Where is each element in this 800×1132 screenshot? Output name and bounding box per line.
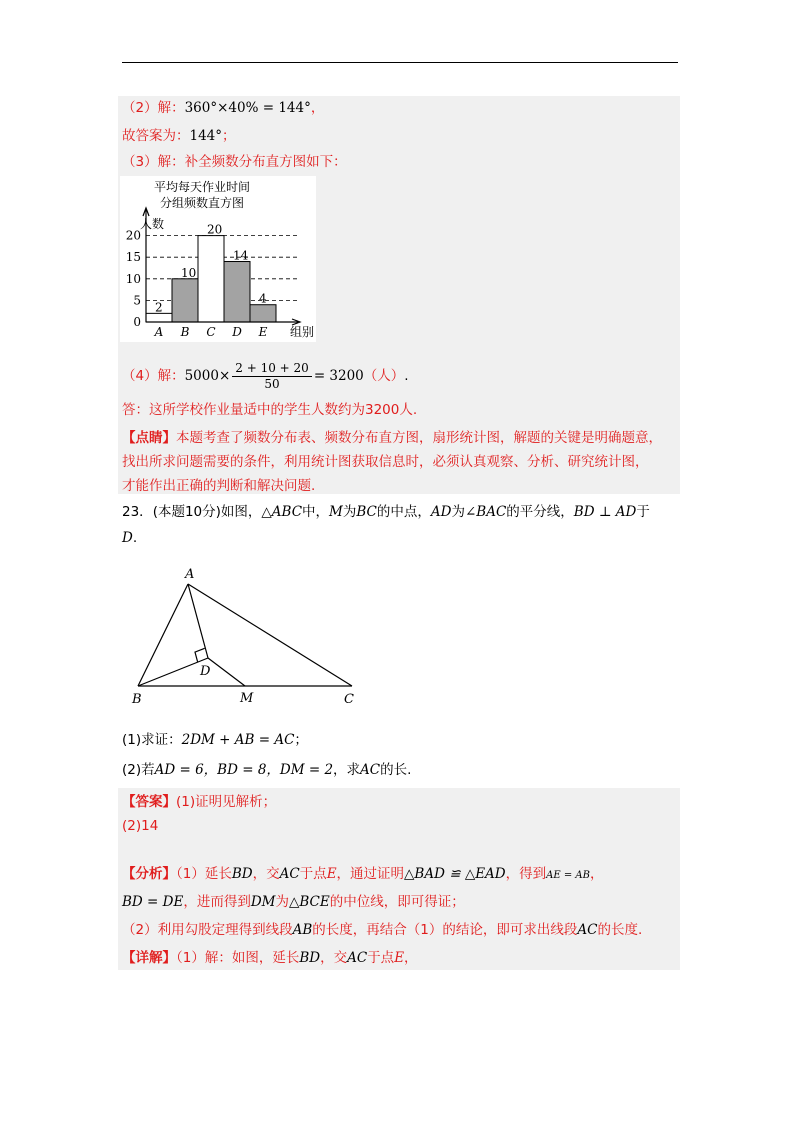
x-tick-C: C [206,325,216,339]
analysis-p2a: ，进而得到 [183,894,251,910]
detail-ac: AC [347,950,368,966]
part2-tail: ， [310,100,325,116]
sub2-mid: ，求 [333,762,361,778]
part2-answer-line [122,126,236,146]
bar-E [250,305,276,322]
fraction-denominator: 50 [264,376,280,391]
segment-dm [208,658,245,686]
part2-label: （2）解： [122,100,185,116]
analysis-ac: AC [279,866,300,882]
analysis-line-2 [122,892,465,912]
analysis-p1b: ，交 [252,866,280,882]
analysis-bd: BD [231,866,253,882]
analysis-line-3 [122,920,642,940]
q23-end: . [132,530,138,546]
part4-fraction [232,361,312,392]
y-tick-0: 0 [133,315,141,329]
commentary-line-2: 找出所求问题需要的条件，利用统计图获取信息时，必须认真观察、分析、研究统计图， [122,454,649,470]
analysis-bce: △BCE [288,894,330,910]
q23-t4: 为 [451,504,465,520]
analysis-p1d: ，通过证明 [336,866,405,882]
analysis-p2c: 的中位线，即可得证； [329,894,465,910]
sub1-line [122,730,308,750]
part4-prefix: 5000× [184,368,231,384]
sub2-tail: 的长. [380,762,412,778]
label-b: B [132,692,142,707]
q23-number: 23． [122,504,153,520]
analysis-p3b: 的长度，再结合（1）的结论，即可求出线段 [312,922,578,938]
q23-ad: AD [430,504,452,520]
answer-1: (1)证明见解析； [176,794,277,810]
commentary-text-1: 本题考查了频数分布表、频数分布直方图，扇形统计图，解题的关键是明确题意， [176,430,662,446]
chart-subtitle: 分组频数直方图 [159,196,245,210]
analysis-dm: DM [250,894,276,910]
sub2-line [122,760,411,780]
bar-label-E: 4 [259,291,267,306]
q23-bc: BC [356,504,377,520]
fraction-numerator: 2 + 10 + 20 [232,361,312,377]
y-tick-5: 5 [133,293,141,308]
part2-answer-tail: ； [222,128,236,144]
commentary-line-3: 才能作出正确的判断和解决问题. [122,478,316,494]
analysis-p3c: 的长度. [597,922,643,938]
detail-bd: BD [299,950,321,966]
part4-unit: （人） [363,368,405,384]
part2-line [122,98,324,118]
label-c: C [344,692,354,707]
sub2-given: AD = 6，BD = 8，DM = 2 [154,762,334,778]
part2-answer-value: 144° [189,128,223,144]
bar-B [172,279,198,322]
q23-t6: 于 [636,504,650,520]
analysis-p3a: （2）利用勾股定理得到线段 [122,922,293,938]
analysis-p1f: ， [589,866,604,882]
x-tick-D: D [232,325,242,339]
answer-tag: 【答案】 [122,794,176,810]
analysis-congruence: △BAD ≌ △EAD [404,866,506,882]
q23-t1: 中， [302,504,330,520]
label-a: A [185,567,195,582]
y-tick-10: 10 [125,271,141,286]
y-tick-15: 15 [125,250,141,265]
q23-line-1 [122,502,650,522]
header-rule [122,62,678,63]
sub1-equation: 2DM + AB = AC [181,732,295,748]
label-d: D [200,664,211,679]
bar-label-C: 20 [207,222,223,237]
bar-D [224,262,250,322]
detail-d: ， [404,950,418,966]
analysis-tag: 【分析】 [122,866,176,882]
segment-ac [188,584,352,686]
bar-A [146,313,172,322]
analysis-ab: AB [292,922,313,938]
analysis-p1e: ，得到 [505,866,547,882]
chart-ylabel: 人数 [140,217,165,231]
commentary-line-1 [122,428,662,448]
part4-tail: . [404,368,409,384]
segment-bd [138,658,208,686]
part2-expression: 360°×40% = 144° [184,100,311,116]
analysis-p1c: 于点 [299,866,327,882]
label-m: M [240,691,254,706]
q23-intro: 如图， [220,504,262,520]
analysis-aeab: AE = AB [546,870,590,881]
sub1-tail: ； [294,732,308,748]
part4-result: = 3200 [313,368,364,384]
part4-line [122,360,409,392]
detail-e: E [394,950,405,966]
bar-label-D: 14 [233,248,249,263]
q23-line-2 [122,528,137,548]
x-tick-B: B [180,325,190,339]
sub1-label: (1)求证： [122,732,182,748]
chart-xlabel: 组别 [290,325,315,339]
q23-points: (本题10分) [152,504,221,520]
y-tick-20: 20 [125,228,141,243]
part3-line: （3）解：补全频数分布直方图如下： [122,154,347,170]
q23-angle: ∠BAC [464,504,507,520]
analysis-p2b: 为 [275,894,289,910]
commentary-tag: 【点睛】 [122,430,176,446]
q23-m: M [329,504,343,520]
x-tick-A: A [154,325,164,339]
answer-line: 答：这所学校作业量适中的学生人数约为3200人. [122,402,418,418]
answer-2: (2)14 [122,818,159,834]
sub2-label: (2)若 [122,762,155,778]
histogram-chart [120,176,316,342]
q23-perp: BD ⊥ AD [573,504,637,520]
x-tick-E: E [258,325,268,339]
sub2-ac: AC [360,762,381,778]
part4-label: （4）解： [122,368,185,384]
analysis-e: E [326,866,337,882]
detail-a: （1）解：如图，延长 [176,950,300,966]
segment-ab [138,584,188,686]
analysis-ac2: AC [577,922,598,938]
q23-t5: 的平分线， [506,504,574,520]
answer-tag-line [122,792,276,812]
q23-d: D [122,530,133,546]
analysis-p1a: （1）延长 [176,866,232,882]
detail-c: 于点 [367,950,395,966]
chart-title: 平均每天作业时间 [153,180,251,194]
q23-triangle: △ABC [261,504,303,520]
detail-b: ，交 [320,950,348,966]
q23-t3: 的中点， [376,504,431,520]
bar-label-A: 2 [155,300,163,315]
bar-C [198,236,224,322]
analysis-line-1 [122,864,603,886]
analysis-bdde: BD = DE [122,894,184,910]
q23-t2: 为 [342,504,357,520]
detail-line [122,948,418,968]
part2-answer-label: 故答案为： [122,128,190,144]
bar-label-B: 10 [181,265,197,280]
triangle-figure [128,562,368,712]
detail-tag: 【详解】 [122,950,176,966]
